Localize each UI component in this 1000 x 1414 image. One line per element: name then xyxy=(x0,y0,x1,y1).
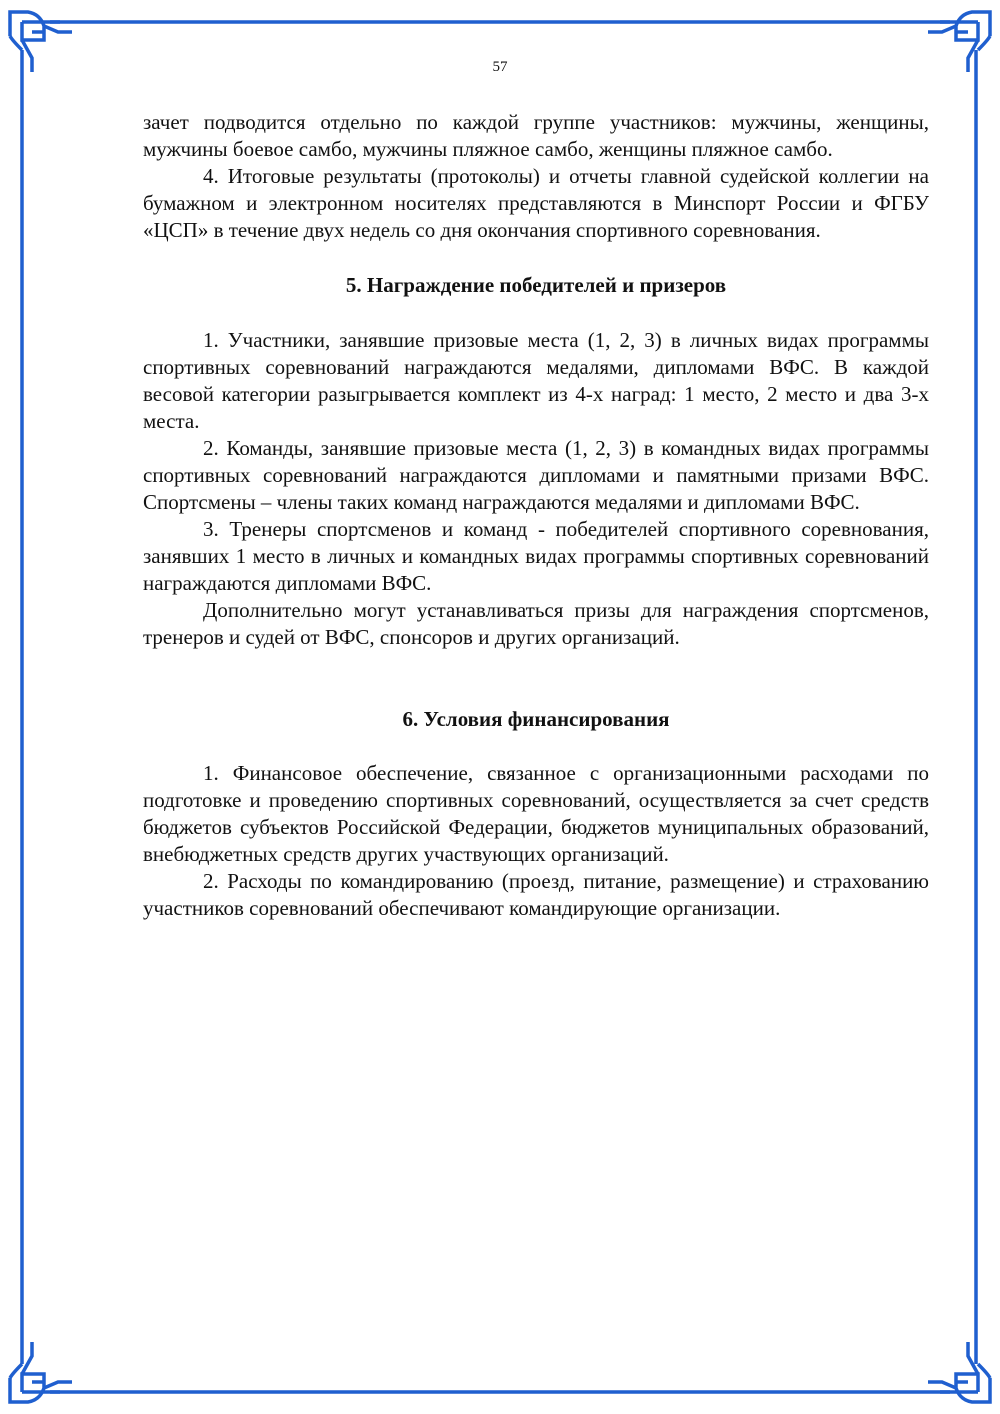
section-6-paragraph-2: 2. Расходы по командированию (проезд, питание, размещение) и страхованию участников соревнований обеспечивают командирующие организации. xyxy=(143,869,929,920)
section-5-paragraph-4: Дополнительно могут устанавливаться призы для награждения спортсменов, тренеров и судей от ВФС, спонсоров и других организаций. xyxy=(143,598,929,649)
section-5-heading: 5. Награждение победителей и призеров xyxy=(345,273,727,297)
section-5-paragraph-1: 1. Участники, занявшие призовые места (1, 2, 3) в личных видах программы спортивных соревнований награждаются медалями, дипломами ВФС. В каждой весовой категории разыгрывается комплект из 4-х наград: 1 место, 2 место и два 3-х места. xyxy=(143,328,929,433)
corner-ornament-bottom-left-icon xyxy=(10,1342,72,1402)
corner-ornament-bottom-right-icon xyxy=(928,1342,990,1402)
section-5-paragraph-3: 3. Тренеры спортсменов и команд - победителей спортивного соревнования, занявших 1 место в личных и командных видах программы спортивных соревнований награждаются дипломами ВФС. xyxy=(143,517,929,595)
intro-continuation-paragraph: зачет подводится отдельно по каждой группе участников: мужчины, женщины, мужчины боевое самбо, мужчины пляжное самбо, женщины пляжное самбо. xyxy=(143,110,929,161)
page-number: 57 xyxy=(492,59,508,75)
document-body xyxy=(143,109,929,922)
section-6-heading: 6. Условия финансирования xyxy=(402,707,670,731)
intro-item-4-paragraph: 4. Итоговые результаты (протоколы) и отчеты главной судейской коллегии на бумажном и электронном носителях представляются в Минспорт России и ФГБУ «ЦСП» в течение двух недель со дня окончания спортивного соревнования. xyxy=(143,164,929,242)
section-6-paragraph-1: 1. Финансовое обеспечение, связанное с организационными расходами по подготовке и проведению спортивных соревнований, осуществляется за счет средств бюджетов субъектов Российской Федерации, бюджетов муниципальных образований, внебюджетных средств других участвующих организаций. xyxy=(143,761,929,866)
section-5-paragraph-2: 2. Команды, занявшие призовые места (1, 2, 3) в командных видах программы спортивных соревнований награждаются дипломами и памятными призами ВФС. Спортсмены – члены таких команд награждаются медалями и дипломами ВФС. xyxy=(143,436,929,514)
